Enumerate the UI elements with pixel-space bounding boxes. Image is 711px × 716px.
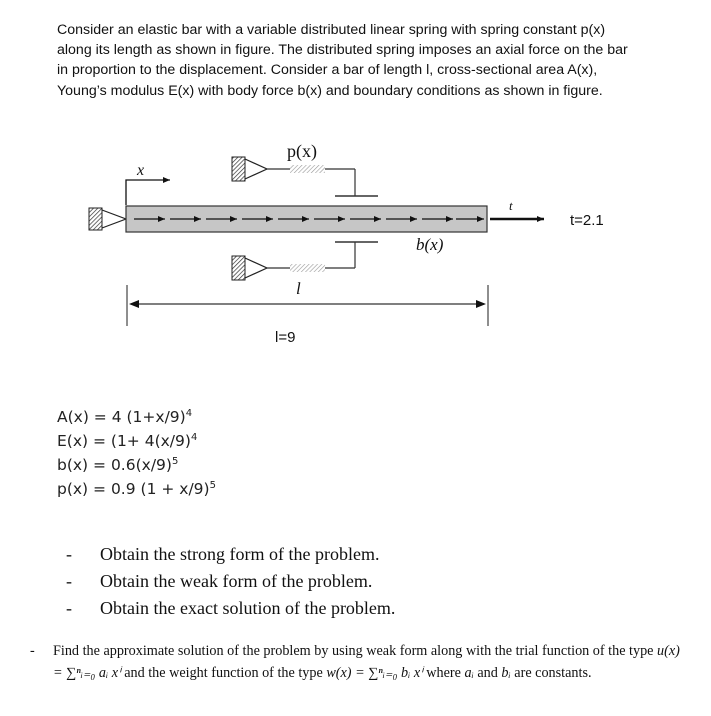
intro-line-4: Young’s modulus E(x) with body force b(x) and boundary conditions as shown in figure. [57,82,603,99]
property-equations [57,405,216,501]
l-value: l=9 [275,329,296,346]
bx-label: b(x) [416,235,444,254]
trial-function: u(x) = ∑ⁿᵢ₌₀ aᵢ xⁱ [53,643,680,681]
left-support [89,208,126,230]
intro-line-2: along its length as shown in figure. The distributed spring imposes an axial force on the bar [57,42,628,59]
spring-equation: p(x) = 0.9 $(1 + x/9)^5$ [57,480,216,498]
task-weak-form: - Obtain the weak form of the problem. [66,571,373,591]
x-label: x [137,162,145,179]
task-strong-form: - Obtain the strong form of the problem. [66,544,380,564]
intro-line-3: in proportion to the displacement. Consider a bar of length l, cross-sectional area A(x), [57,62,598,79]
l-label: l [296,279,301,298]
task-list [60,541,395,622]
length-dimension [127,285,488,326]
t-value: t=2.1 [570,212,604,229]
approximate-solution-task: - Find the approximate solution of the problem by using weak form along with the trial function of the type u(x) = ∑ⁿᵢ₌₀ aᵢ xⁱ and the weight function of the type w(x) = ∑ⁿᵢ₌₀ bᵢ xⁱ where aᵢ and bᵢ are constants. [30,643,680,681]
weight-function: w(x) = ∑ⁿᵢ₌₀ bᵢ xⁱ [326,665,423,681]
area-equation: A(x) = 4 $(1+x/9)^4$ [57,408,193,426]
top-spring [232,157,378,196]
modulus-equation: $E(x) = (1+ 4(x/9)^4$ [57,432,198,450]
bottom-spring [232,242,378,280]
body-force-equation: $b(x) = 0.6(x/9)^5$ [57,456,179,474]
task-exact-solution: - Obtain the exact solution of the problem. [66,598,396,618]
intro-line-1: Consider an elastic bar with a variable distributed linear spring with spring constant p(x) [57,22,606,38]
t-label: t [509,198,513,213]
x-axis-indicator [126,180,170,205]
px-label: p(x) [287,141,317,161]
